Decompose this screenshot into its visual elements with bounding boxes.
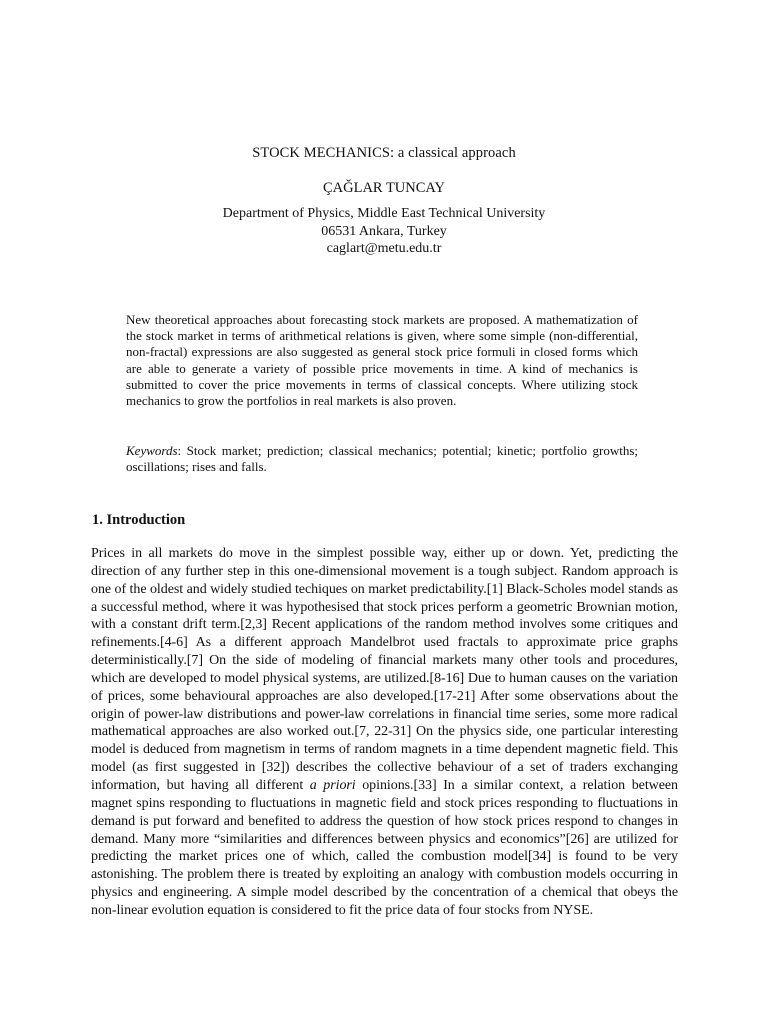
affiliation-address: 06531 Ankara, Turkey	[321, 223, 447, 239]
affiliation-block	[0, 205, 768, 258]
keywords	[126, 443, 638, 475]
keywords-label: Keywords	[126, 443, 178, 458]
keywords-text: : Stock market; prediction; classical mechanics; potential; kinetic; portfolio growths; oscillations; rises and falls.	[126, 443, 638, 475]
intro-italic-phrase: a priori	[309, 777, 356, 793]
intro-text-part2: opinions.[33] In a similar context, a relation between magnet spins responding to fluctuations in magnetic field and stock prices responding to fluctuations in demand is put forward and benefited to address the question of how stock prices respond to changes in demand. Many more “similarities and differences between physics and economics”[26] are utilized for predicting the market prices one of which, called the combustion model[34] is found to be very astonishing. The problem there is treated by exploiting an analogy with combustion models occurring in physics and engineering. A simple model described by the concentration of a chemical that obeys the non-linear evolution equation is considered to fit the price data of four stocks from NYSE.	[91, 777, 678, 918]
section-heading-introduction: 1. Introduction	[92, 512, 186, 528]
paper-title: STOCK MECHANICS: a classical approach	[252, 145, 516, 161]
intro-text-part1: Prices in all markets do move in the simplest possible way, either up or down. Yet, predicting the direction of any further step in this one-dimensional movement is a tough subject. Random approach is one of the oldest and widely studied techiques on market predictability.[1] Black-Scholes model stands as a successful method, where it was hypothesised that stock prices perform a geometric Brownian motion, with a constant drift term.[2,3] Recent applications of the random method involves some critiques and refinements.[4-6] As a different approach Mandelbrot used fractals to approximate price graphs deterministically.[7] On the side of modeling of financial markets many other tools and procedures, which are developed to model physical systems, are utilized.[8-16] Due to human causes on the variation of prices, some behavioural approaches are also developed.[17-21] After some observations about the origin of power-law distributions and power-law correlations in financial time series, some more radical mathematical approaches are also worked out.[7, 22-31] On the physics side, one particular interesting model is deduced from magnetism in terms of random magnets in a time dependent magnetic field. This model (as first suggested in [32]) describes the collective behaviour of a set of traders exchanging information, but having all different	[91, 546, 678, 793]
affiliation-email: caglart@metu.edu.tr	[326, 241, 442, 256]
introduction-paragraph	[91, 545, 678, 920]
author-name: ÇAĞLAR TUNCAY	[322, 180, 446, 196]
abstract: New theoretical approaches about forecasting stock markets are proposed. A mathematization of the stock market in terms of arithmetical relations is given, where some simple (non-differential, non-fractal) expressions are also suggested as general stock price formuli in closed forms which are able to generate a variety of possible price movements in time. A kind of mechanics is submitted to cover the price movements in terms of classical concepts. Where utilizing stock mechanics to grow the portfolios in real markets is also proven.	[126, 312, 638, 409]
affiliation-department: Department of Physics, Middle East Technical University	[222, 206, 546, 221]
